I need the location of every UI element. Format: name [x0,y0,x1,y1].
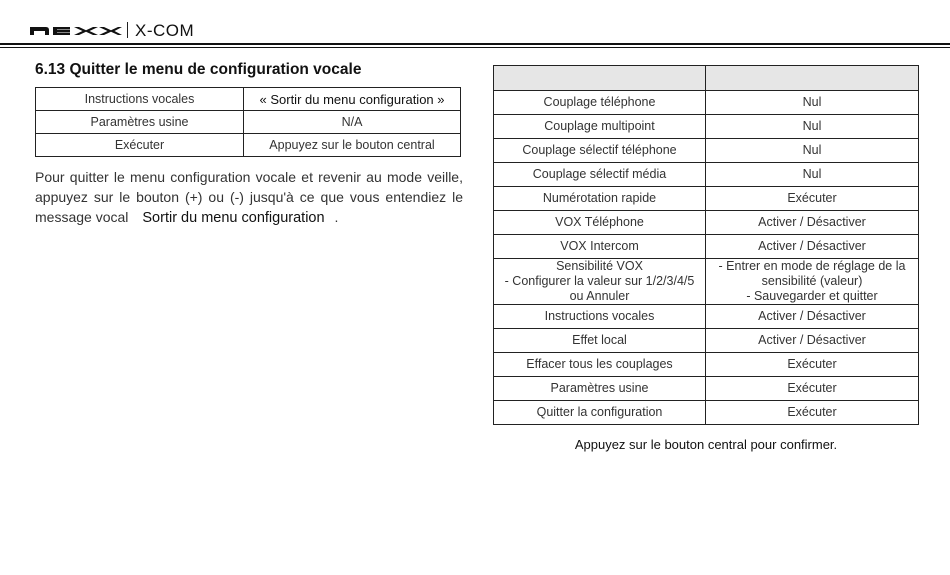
table-header-cell [706,66,919,91]
header-rule-thin [0,47,950,48]
header-rule [0,43,950,45]
table-cell: Couplage multipoint [494,115,706,139]
instruction-paragraph [35,167,463,228]
table-cell: Nul [706,115,919,139]
table-cell: - Entrer en mode de réglage de la sensibilité (valeur) - Sauvegarder et quitter [706,259,919,305]
table-cell: Activer / Désactiver [706,305,919,329]
table-cell: Exécuter [706,377,919,401]
table-cell: Sensibilité VOX - Configurer la valeur sur 1/2/3/4/5 ou Annuler [494,259,706,305]
table-cell: Instructions vocales [494,305,706,329]
table-row [494,187,919,211]
table-row [36,88,461,111]
table-cell: Nul [706,139,919,163]
table-cell: « Sortir du menu configuration » [244,88,461,111]
table-cell: Activer / Désactiver [706,329,919,353]
voice-config-table [493,65,919,425]
brand-separator [127,22,128,38]
table-cell: VOX Téléphone [494,211,706,235]
table-cell: Paramètres usine [494,377,706,401]
table-cell: Nul [706,163,919,187]
paragraph-text: Pour quitter le menu configuration vocale et revenir au mode veille, appuyez sur le bouton (+) ou (-) jusqu'à ce que vous entendiez le message vocal [35,169,463,225]
table-cell: Exécuter [706,401,919,425]
table-row [494,139,919,163]
table-row [36,134,461,157]
table-row [494,211,919,235]
table-cell: Paramètres usine [36,111,244,134]
table-header-row [494,66,919,91]
table-cell: Appuyez sur le bouton central [244,134,461,157]
table-row [494,259,919,305]
table-row [494,305,919,329]
table-cell: Effet local [494,329,706,353]
table-row [494,163,919,187]
table-row [494,115,919,139]
table-cell: Couplage sélectif téléphone [494,139,706,163]
table-cell: N/A [244,111,461,134]
nexx-logo [30,26,122,36]
table-row [494,91,919,115]
table-row [36,111,461,134]
table-cell: VOX Intercom [494,235,706,259]
voice-message: Sortir du menu configuration [142,210,325,226]
table-cell: Exécuter [36,134,244,157]
table-cell: Activer / Désactiver [706,211,919,235]
table-cell: Exécuter [706,187,919,211]
table-cell: Instructions vocales [36,88,244,111]
table-cell: Effacer tous les couplages [494,353,706,377]
table-row [494,329,919,353]
table-cell: Quitter la configuration [494,401,706,425]
table-cell: Couplage téléphone [494,91,706,115]
voice-exit-table [35,87,461,157]
table-row [494,401,919,425]
table-cell: Couplage sélectif média [494,163,706,187]
table-row [494,235,919,259]
table-row [494,353,919,377]
confirm-note: Appuyez sur le bouton central pour confirmer. [574,437,838,452]
page-header [0,0,950,52]
table-header-cell [494,66,706,91]
section-title: 6.13 Quitter le menu de configuration vocale [35,61,362,78]
table-row [494,377,919,401]
table-cell: Exécuter [706,353,919,377]
paragraph-end: . [334,209,339,225]
table-cell: Nul [706,91,919,115]
table-cell: Numérotation rapide [494,187,706,211]
model-name: X-COM [135,21,195,40]
table-cell: Activer / Désactiver [706,235,919,259]
